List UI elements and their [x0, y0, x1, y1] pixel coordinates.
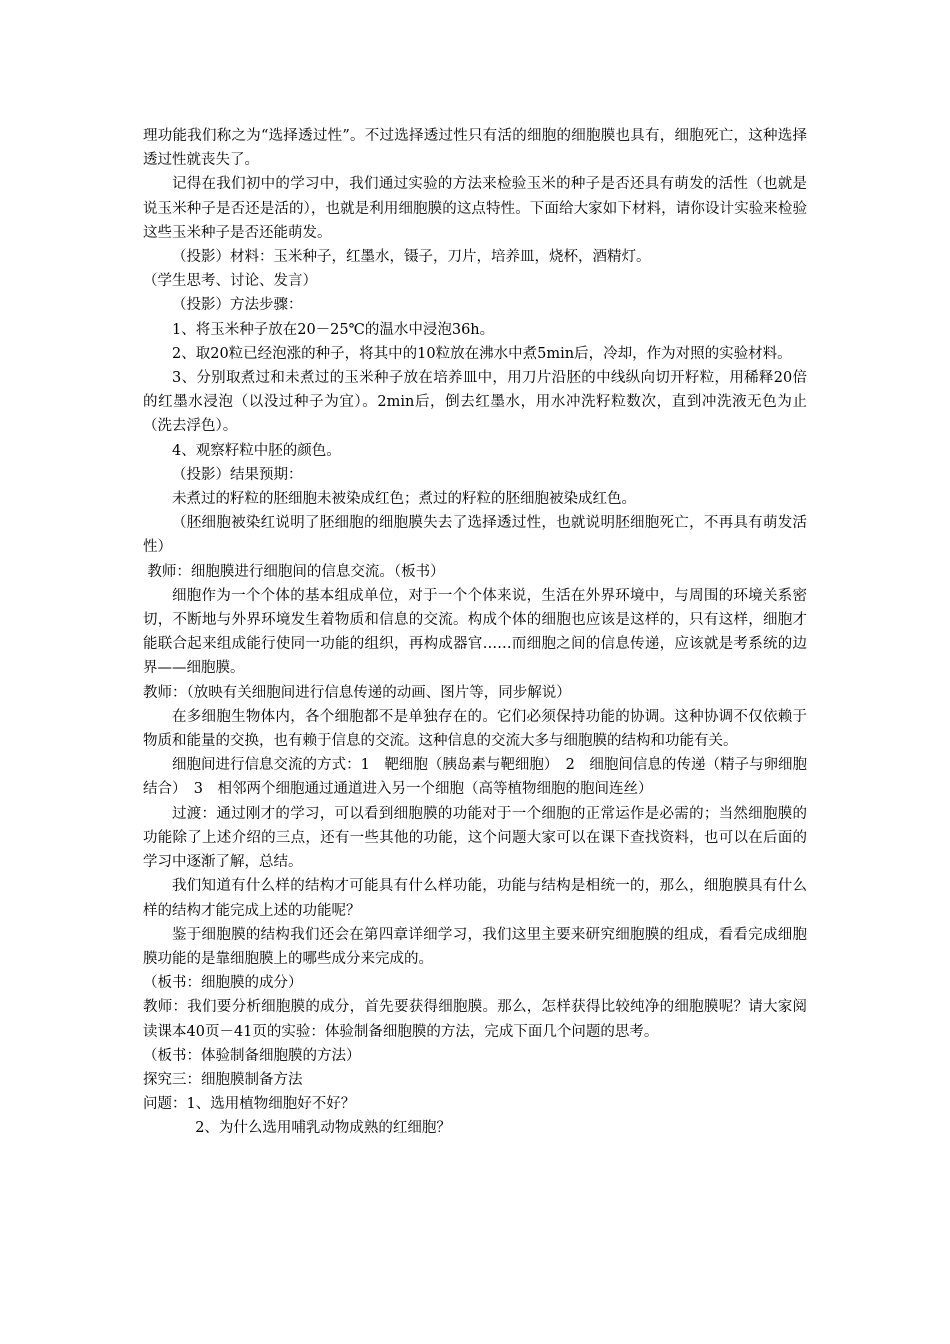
paragraph: 记得在我们初中的学习中，我们通过实验的方法来检验玉米的种子是否还具有萌发的活性（也就是说玉米种子是否还是活的），也就是利用细胞膜的这点特性。下面给大家如下材料，请你设计实验来检验这些玉米种子是否还能萌发。 [143, 176, 807, 241]
paragraph: 细胞间进行信息交流的方式：1 靶细胞（胰岛素与靶细胞） 2 细胞间信息的传递（精子与卵细胞结合） 3 相邻两个细胞通过通道进入另一个细胞（高等植物细胞的胞间连丝） [143, 757, 807, 798]
paragraph: 教师：（放映有关细胞间进行信息传递的动画、图片等，同步解说） [143, 684, 571, 701]
paragraph: 1、将玉米种子放在20－25℃的温水中浸泡36h。 [172, 321, 495, 338]
paragraph: 教师：我们要分析细胞膜的成分，首先要获得细胞膜。那么，怎样获得比较纯净的细胞膜呢？请大家阅读课本40页－41页的实验：体验制备细胞膜的方法，完成下面几个问题的思考。 [143, 999, 807, 1040]
paragraph: 过渡：通过刚才的学习，可以看到细胞膜的功能对于一个细胞的正常运作是必需的；当然细胞膜的功能除了上述介绍的三点，还有一些其他的功能，这个问题大家可以在课下查找资料，也可以在后面的学习中逐渐了解，总结。 [143, 805, 807, 871]
paragraph: 鉴于细胞膜的结构我们还会在第四章详细学习，我们这里主要来研究细胞膜的组成，看看完成细胞膜功能的是靠细胞膜上的哪些成分来完成的。 [143, 926, 807, 967]
paragraph: （投影）结果预期： [172, 466, 303, 483]
paragraph: （投影）方法步骤： [172, 297, 303, 314]
paragraph: 未煮过的籽粒的胚细胞未被染成红色；煮过的籽粒的胚细胞被染成红色。 [172, 491, 636, 508]
paragraph: 问题：1、选用植物细胞好不好？ [143, 1096, 356, 1113]
paragraph: （投影）材料：玉米种子，红墨水，镊子，刀片，培养皿，烧杯，酒精灯。 [172, 249, 651, 266]
paragraph: 在多细胞生物体内，各个细胞都不是单独存在的。它们必须保持功能的协调。这种协调不仅依赖于物质和能量的交换，也有赖于信息的交流。这种信息的交流大多与细胞膜的结构和功能有关。 [143, 708, 807, 750]
paragraph: 2、取20粒已经泡涨的种子，将其中的10粒放在沸水中煮5min后，冷却，作为对照的实验材料。 [172, 345, 792, 362]
paragraph: 教师：细胞膜进行细胞间的信息交流。（板书） [147, 563, 445, 580]
paragraph: （学生思考、讨论、发言） [143, 273, 317, 290]
paragraph: （胚细胞被染红说明了胚细胞的细胞膜失去了选择透过性，也就说明胚细胞死亡，不再具有萌发活性） [143, 515, 807, 556]
paragraph: （板书：细胞膜的成分） [143, 975, 303, 992]
paragraph: 2、为什么选用哺乳动物成熟的红细胞？ [195, 1120, 451, 1137]
paragraph: 4、观察籽粒中胚的颜色。 [172, 442, 341, 459]
paragraph: 3、分别取煮过和未煮过的玉米种子放在培养皿中，用刀片沿胚的中线纵向切开籽粒，用稀释20倍的红墨水浸泡（以没过种子为宜）。2min后，倒去红墨水，用水冲洗籽粒数次，直到冲洗液无色为止（洗去浮色）。 [143, 370, 807, 435]
paragraph: 探究三：细胞膜制备方法 [143, 1071, 303, 1088]
paragraph: 细胞作为一个个体的基本组成单位，对于一个个体来说，生活在外界环境中，与周围的环境关系密切，不断地与外界环境发生着物质和信息的交流。构成个体的细胞也应该是这样的，只有这样，细胞才能联合起来组成能行使同一功能的组织，再构成器官……而细胞之间的信息传递，应该就是考系统的边界——细胞膜。 [143, 587, 807, 677]
paragraph: （板书：体验制备细胞膜的方法） [143, 1047, 361, 1064]
paragraph: 理功能我们称之为“选择透过性”。不过选择透过性只有活的细胞的细胞膜也具有，细胞死亡，这种选择透过性就丧失了。 [143, 128, 807, 169]
paragraph: 我们知道有什么样的结构才可能具有什么样功能，功能与结构是相统一的，那么，细胞膜具有什么样的结构才能完成上述的功能呢？ [143, 878, 807, 919]
document-body [143, 124, 807, 1141]
